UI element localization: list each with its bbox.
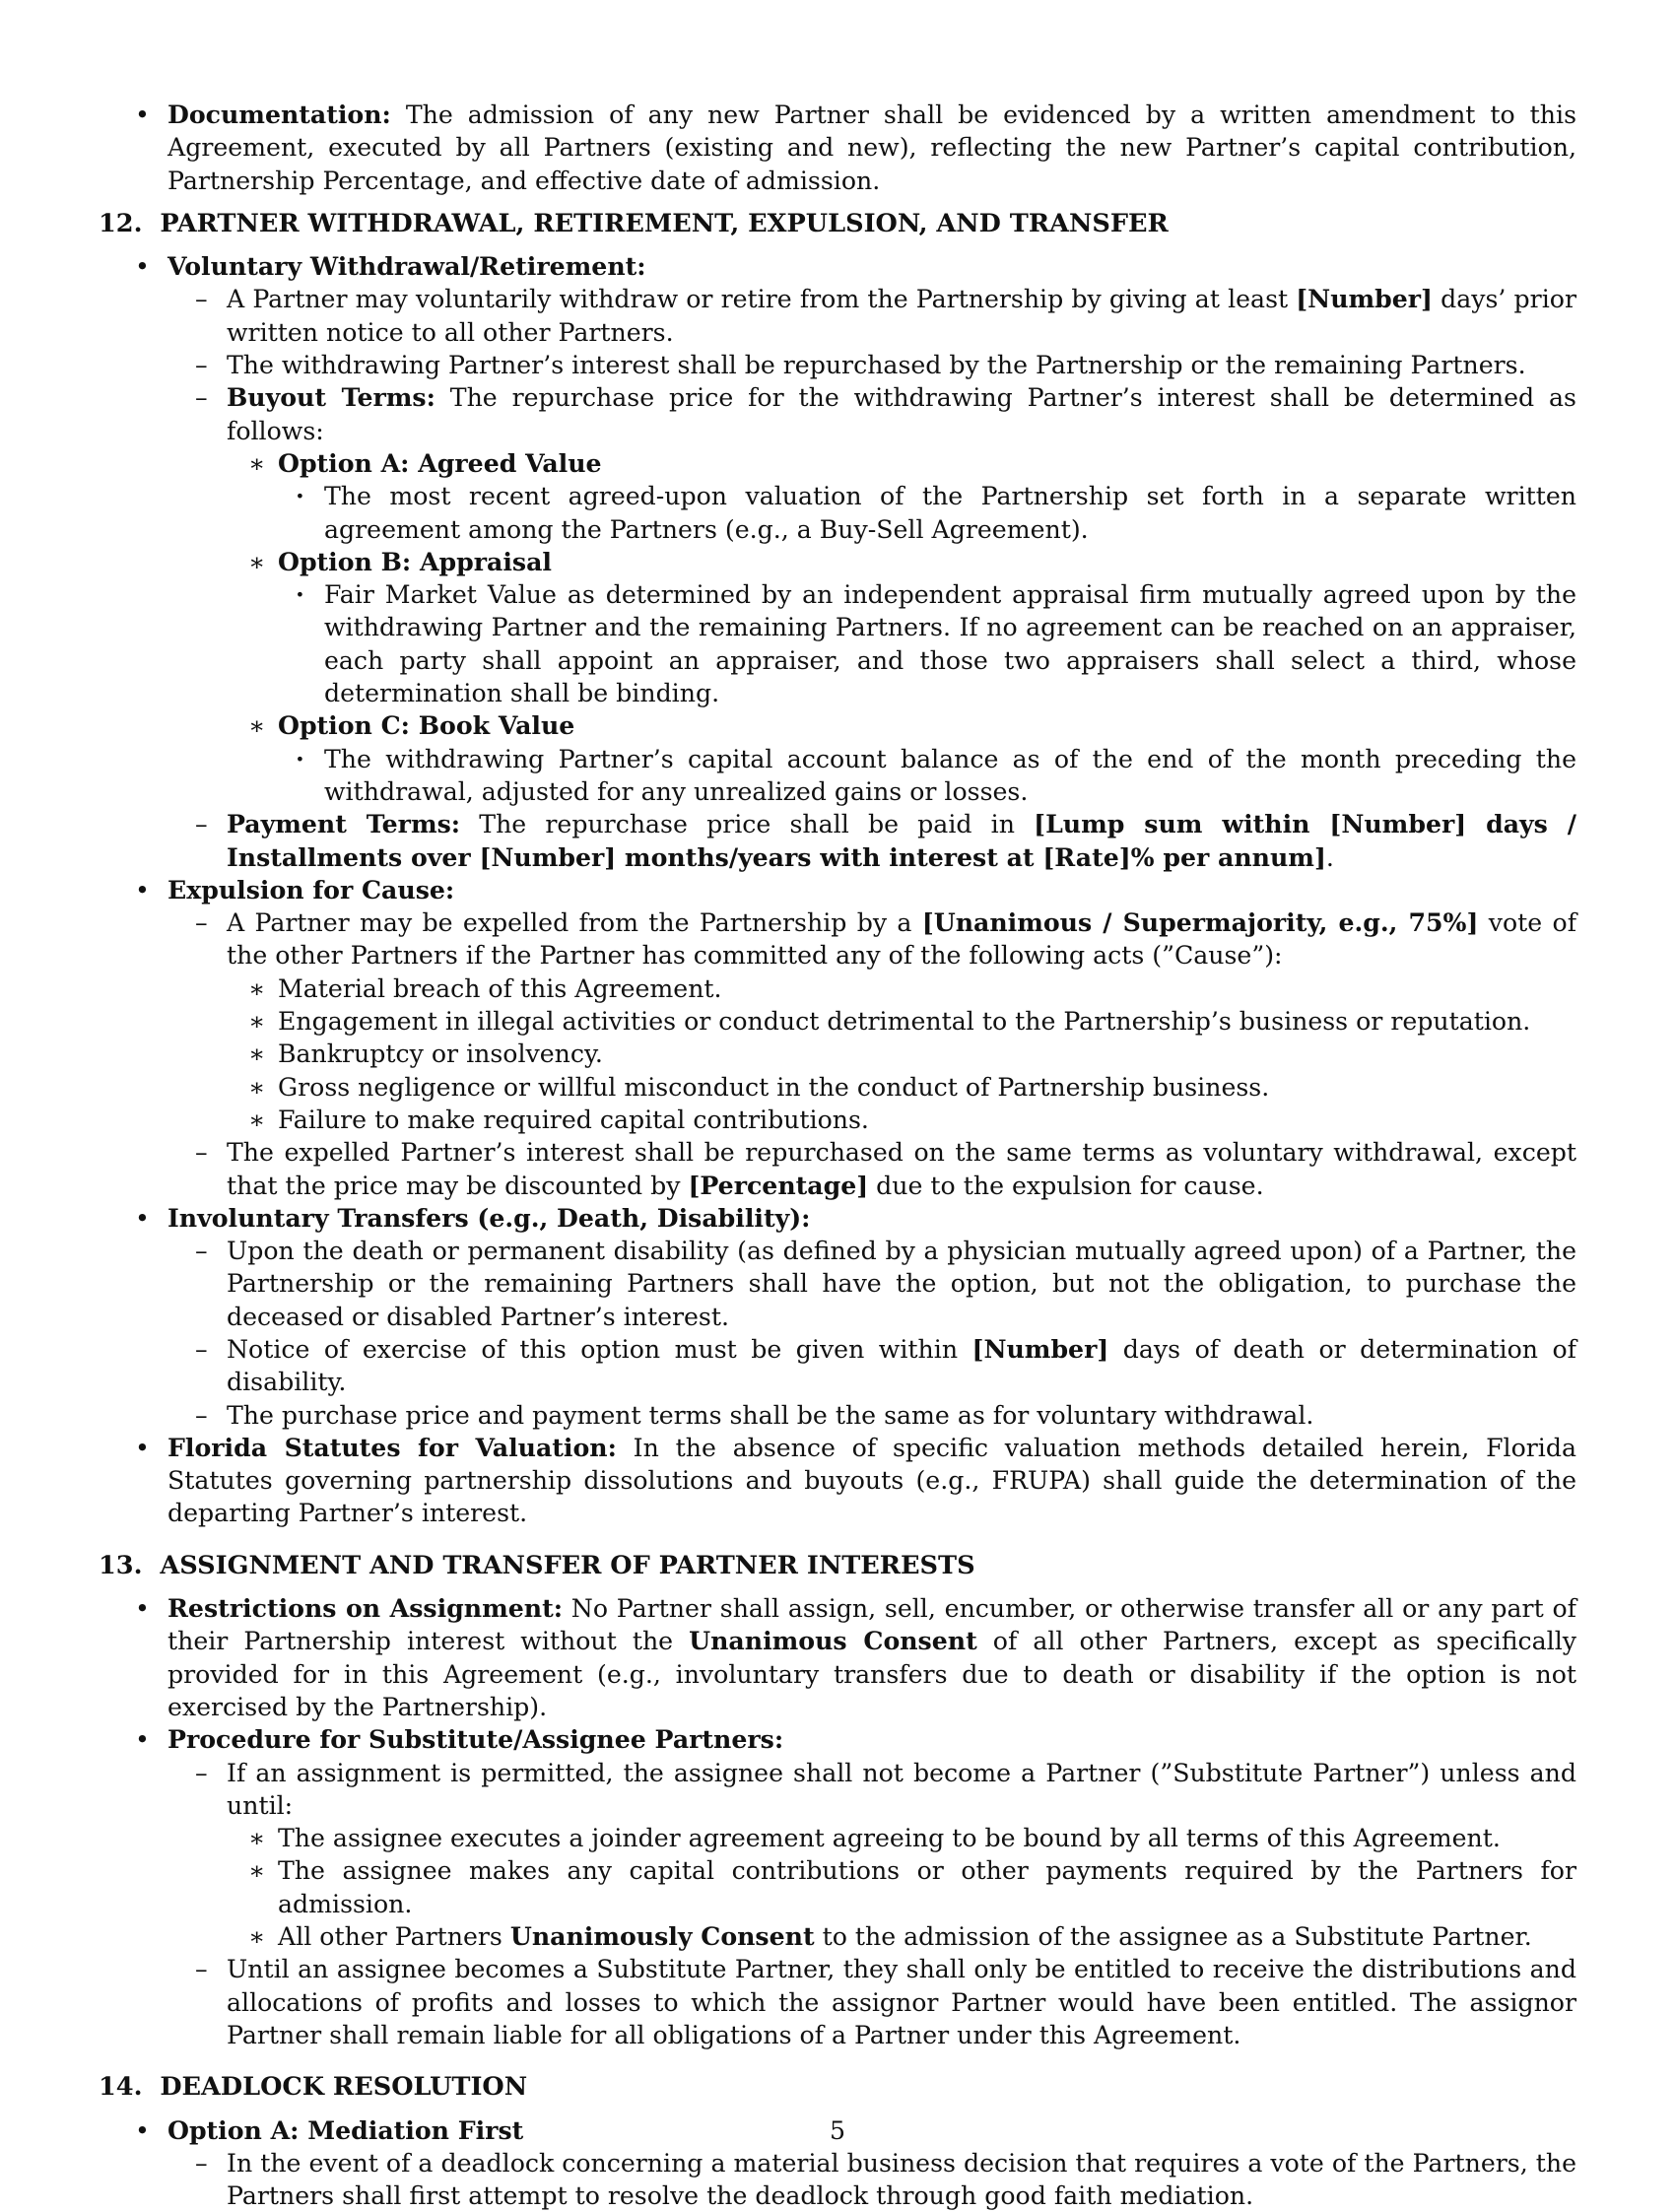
dash-marker: –: [195, 1400, 208, 1430]
option-c-detail: [99, 743, 1576, 809]
expulsion-item: [99, 874, 1576, 906]
dash-marker: –: [195, 2148, 208, 2178]
assignee-rights-text: Until an assignee becomes a Substitute Partner, they shall only be entitled to receive the distributions and allocations of profits and losses to which the assignor Partner would have been entitled. The assignor Partner shall remain liable for all obligations of a Partner under this Agreement.: [227, 1955, 1576, 2049]
vw-repurchase-text: The withdrawing Partner’s interest shall be repurchased by the Partnership or the remaining Partners.: [227, 351, 1526, 380]
page-number: 5: [829, 2116, 846, 2145]
cause-text: Gross negligence or willful misconduct in the conduct of Partnership business.: [278, 1072, 1270, 1102]
bullet-marker: •: [135, 875, 150, 905]
procedure-item: [99, 1723, 1576, 1756]
documentation-text: The admission of any new Partner shall be evidenced by a written amendment to this Agreement, executed by all Partners (existing and new), reflecting the new Partner’s capital contribution, Partnership Percentage, and effective date of admission.: [168, 101, 1576, 195]
star-marker: ∗: [248, 1072, 266, 1102]
option-c-title: Option C: Book Value: [278, 710, 575, 741]
dash-marker: –: [195, 1237, 208, 1266]
payment-terms-title: Payment Terms:: [227, 809, 461, 839]
cause-item: [99, 1071, 1576, 1104]
bullet-marker: •: [135, 1433, 150, 1462]
star-marker: ∗: [248, 1922, 266, 1952]
involuntary-item: [99, 1202, 1576, 1235]
option-c-item: [99, 709, 1576, 742]
documentation-item: [99, 99, 1576, 197]
dash-marker: –: [195, 1758, 208, 1787]
dot-marker: ·: [296, 743, 304, 773]
bullet-marker: •: [135, 1594, 150, 1624]
cause-item: [99, 1005, 1576, 1038]
star-marker: ∗: [248, 1105, 266, 1134]
dash-marker: –: [195, 383, 208, 413]
procedure-title: Procedure for Substitute/Assignee Partners:: [168, 1724, 784, 1755]
unanimously-consent-term: Unanimously Consent: [509, 1921, 815, 1952]
florida-statutes-item: [99, 1432, 1576, 1530]
cause-text: Failure to make required capital contributions.: [278, 1105, 869, 1134]
involuntary-notice-item: [99, 1333, 1576, 1399]
restrictions-text: No Partner shall assign, sell, encumber, or otherwise transfer all or any part of their Partnership interest without the: [168, 1594, 1576, 1656]
bullet-marker: •: [135, 1725, 150, 1755]
dash-marker: –: [195, 810, 208, 839]
involuntary-title: Involuntary Transfers (e.g., Death, Disability):: [168, 1202, 811, 1233]
section-12-heading: [99, 208, 1576, 240]
expulsion-vote-text: A Partner may be expelled from the Partnership by a: [227, 908, 922, 938]
dash-marker: –: [195, 351, 208, 380]
star-marker: ∗: [248, 1824, 266, 1853]
expulsion-vote-item: [99, 906, 1576, 972]
cause-text: Bankruptcy or insolvency.: [278, 1039, 603, 1069]
voluntary-withdrawal-title: Voluntary Withdrawal/Retirement:: [168, 251, 646, 282]
buyout-terms-item: [99, 381, 1576, 447]
dash-marker: –: [195, 285, 208, 314]
vw-notice-text-end: days’ prior written notice to all other Partners.: [227, 285, 1576, 347]
procedure-step-text-end: to the admission of the assignee as a Substitute Partner.: [814, 1922, 1532, 1952]
number-placeholder: [Number]: [972, 1333, 1109, 1364]
star-marker: ∗: [248, 448, 266, 478]
bullet-marker: •: [135, 252, 150, 282]
involuntary-option-text: Upon the death or permanent disability (as defined by a physician mutually agreed upon) of a Partner, the Partnership or the remaining Partners shall have the option, but not the obligation, to purchase the deceased or disabled Partner’s interest.: [227, 1237, 1576, 1331]
option-a-title: Option A: Agreed Value: [278, 447, 602, 478]
procedure-step-item: [99, 1822, 1576, 1854]
option-b-title: Option B: Appraisal: [278, 546, 552, 576]
star-marker: ∗: [248, 1007, 266, 1037]
procedure-condition-item: [99, 1757, 1576, 1823]
section-14-heading: [99, 2071, 1576, 2104]
mediation-detail-item: [99, 2147, 1576, 2212]
dash-marker: –: [195, 1138, 208, 1168]
dot-marker: ·: [296, 481, 304, 511]
dash-marker: –: [195, 1334, 208, 1364]
star-marker: ∗: [248, 1856, 266, 1886]
option-a-text: The most recent agreed-upon valuation of the Partnership set forth in a separate written agreement among the Partners (e.g., a Buy-Sell Agreement).: [324, 482, 1576, 544]
option-a-item: [99, 447, 1576, 480]
dash-marker: –: [195, 908, 208, 938]
procedure-step-text: All other Partners: [278, 1922, 510, 1952]
percentage-placeholder: [Percentage]: [688, 1170, 869, 1200]
number-placeholder: [Number]: [1296, 284, 1433, 314]
vw-repurchase-item: [99, 349, 1576, 381]
cause-item: [99, 972, 1576, 1005]
vw-notice-text: A Partner may voluntarily withdraw or retire from the Partnership by giving at least: [227, 285, 1297, 314]
involuntary-notice-text-end: days of death or determination of disability.: [227, 1334, 1576, 1397]
option-b-item: [99, 546, 1576, 578]
expulsion-title: Expulsion for Cause:: [168, 874, 455, 905]
section-14-number: 14.: [99, 2072, 143, 2103]
involuntary-price-text: The purchase price and payment terms shall be the same as for voluntary withdrawal.: [227, 1400, 1314, 1430]
involuntary-notice-text: Notice of exercise of this option must be given within: [227, 1334, 972, 1364]
section-14-title: DEADLOCK RESOLUTION: [160, 2072, 528, 2103]
restrictions-text-end: of all other Partners, except as specifically provided for in this Agreement (e.g., involuntary transfers due to death or disability if the option is not exercised by the Partnership).: [168, 1627, 1576, 1721]
payment-terms-text: The repurchase price shall be paid in: [460, 810, 1035, 839]
option-b-text: Fair Market Value as determined by an independent appraisal firm mutually agreed upon by the withdrawing Partner and the remaining Partners. If no agreement can be reached on an appraiser, each party shall appoint an appraiser, and those two appraisers shall select a third, whose determination shall be binding.: [324, 580, 1576, 708]
procedure-condition-text: If an assignment is permitted, the assignee shall not become a Partner (”Substitute Partner”) unless and until:: [227, 1758, 1576, 1820]
assignee-rights-item: [99, 1953, 1576, 2051]
involuntary-option-item: [99, 1235, 1576, 1333]
section-13-title: ASSIGNMENT AND TRANSFER OF PARTNER INTERESTS: [160, 1550, 975, 1580]
documentation-title: Documentation:: [168, 100, 391, 129]
voluntary-withdrawal-item: [99, 250, 1576, 283]
mediation-option-title: Option A: Mediation First: [168, 2114, 524, 2145]
expulsion-price-text: The expelled Partner’s interest shall be repurchased on the same terms as voluntary withdrawal, except that the price may be discounted by: [227, 1138, 1576, 1200]
involuntary-price-item: [99, 1399, 1576, 1432]
payment-terms-item: [99, 808, 1576, 874]
florida-statutes-text: In the absence of specific valuation methods detailed herein, Florida Statutes governing partnership dissolutions and buyouts (e.g., FRUPA) shall guide the determination of the departing Partner’s interest.: [168, 1433, 1576, 1528]
unanimous-consent-term: Unanimous Consent: [689, 1626, 977, 1656]
section-13-heading: [99, 1550, 1576, 1582]
star-marker: ∗: [248, 973, 266, 1003]
option-b-detail: [99, 578, 1576, 709]
procedure-step-text: The assignee makes any capital contributions or other payments required by the Partners for admission.: [278, 1856, 1576, 1918]
restrictions-title: Restrictions on Assignment:: [168, 1593, 563, 1624]
cause-text: Engagement in illegal activities or conduct detrimental to the Partnership’s business or reputation.: [278, 1007, 1531, 1037]
cause-item: [99, 1038, 1576, 1070]
star-marker: ∗: [248, 711, 266, 741]
star-marker: ∗: [248, 1039, 266, 1069]
bullet-marker: •: [135, 2115, 150, 2145]
section-13-number: 13.: [99, 1550, 143, 1580]
section-12-number: 12.: [99, 208, 143, 238]
mediation-detail-text: In the event of a deadlock concerning a material business decision that requires a vote of the Partners, the Partners shall first attempt to resolve the deadlock through good faith mediation.: [227, 2148, 1576, 2211]
option-a-detail: [99, 480, 1576, 546]
document-page: [99, 99, 1576, 2212]
florida-statutes-title: Florida Statutes for Valuation:: [168, 1432, 617, 1462]
buyout-terms-title: Buyout Terms:: [227, 382, 436, 413]
vote-placeholder: [Unanimous / Supermajority, e.g., 75%]: [921, 907, 1479, 938]
procedure-step-text: The assignee executes a joinder agreement agreeing to be bound by all terms of this Agreement.: [278, 1824, 1501, 1853]
cause-item: [99, 1104, 1576, 1136]
expulsion-price-text-end: due to the expulsion for cause.: [868, 1171, 1264, 1200]
bullet-marker: •: [135, 1203, 150, 1233]
option-c-text: The withdrawing Partner’s capital account balance as of the end of the month preceding the withdrawal, adjusted for any unrealized gains or losses.: [324, 744, 1576, 806]
dot-marker: ·: [296, 579, 304, 610]
expulsion-vote-text-end: vote of the other Partners if the Partner has committed any of the following acts (”Cause”):: [227, 908, 1577, 971]
vw-notice-item: [99, 283, 1576, 349]
bullet-marker: •: [135, 101, 150, 129]
dash-marker: –: [195, 1955, 208, 1984]
expulsion-price-item: [99, 1136, 1576, 1202]
cause-text: Material breach of this Agreement.: [278, 973, 722, 1003]
procedure-step-item: [99, 1854, 1576, 1920]
restrictions-item: [99, 1592, 1576, 1723]
star-marker: ∗: [248, 547, 266, 576]
payment-terms-end: .: [1325, 842, 1334, 872]
procedure-step-item: [99, 1920, 1576, 1953]
payment-terms-placeholder: [Lump sum within [Number] days / Installments over [Number] months/years with interest at [Rate]% per annum]: [227, 809, 1577, 872]
section-12-title: PARTNER WITHDRAWAL, RETIREMENT, EXPULSION, AND TRANSFER: [160, 208, 1169, 238]
buyout-terms-text: The repurchase price for the withdrawing Partner’s interest shall be determined as follows:: [227, 383, 1576, 445]
